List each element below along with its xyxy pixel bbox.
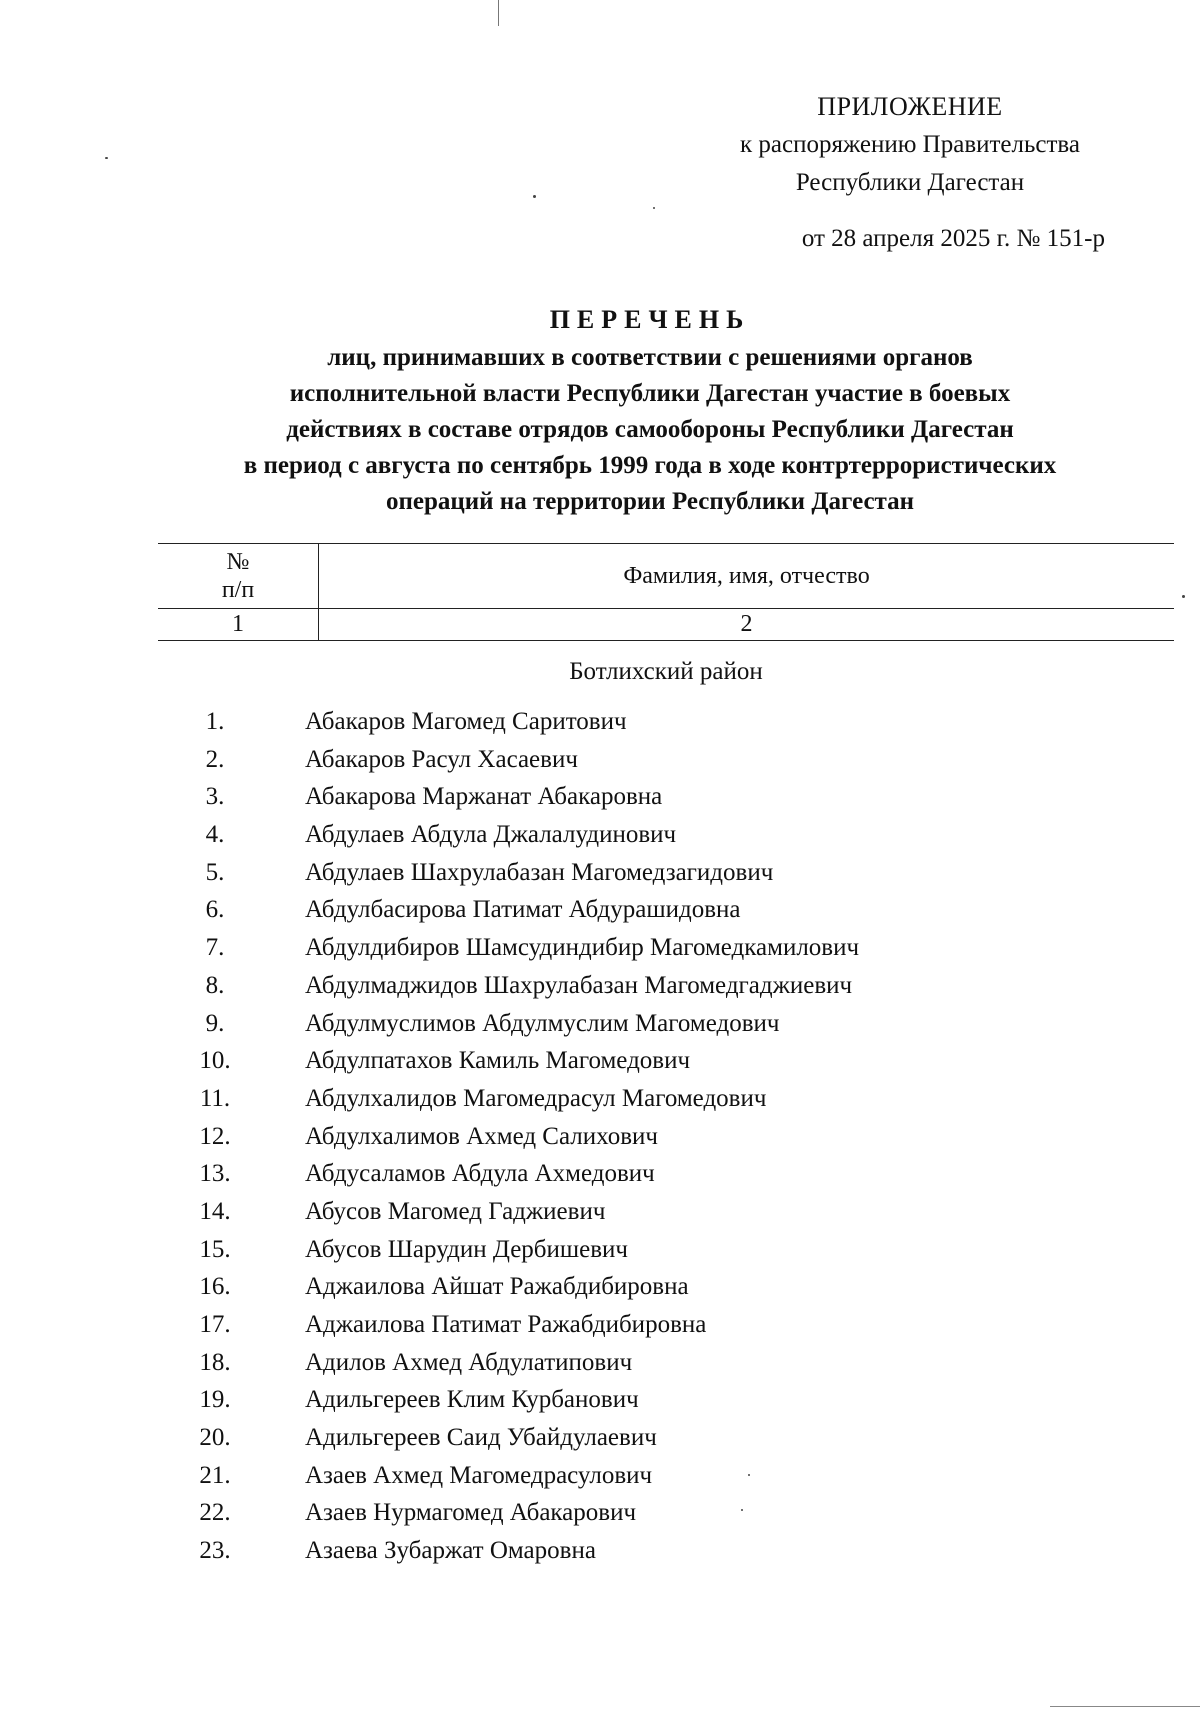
column-header-number-line-2: п/п — [221, 577, 255, 603]
appendix-title: ПРИЛОЖЕНИЕ — [817, 92, 1003, 121]
item-name: Абакаров Расул Хасаевич — [305, 745, 578, 773]
appendix-line-2: Республики Дагестан — [795, 169, 1025, 196]
list-item — [180, 1384, 1180, 1422]
item-number: 18. — [199, 1348, 231, 1376]
item-name: Абдусаламов Абдула Ахмедович — [305, 1160, 655, 1188]
list-item — [180, 1083, 1180, 1121]
item-name: Абдулпатахов Камиль Магомедович — [305, 1047, 691, 1075]
list-item — [180, 857, 1180, 895]
heading-line: лиц, принимавших в соответствии с решениями органов — [327, 344, 973, 371]
scan-edge-line — [1050, 1706, 1200, 1707]
item-name: Азаев Ахмед Магомедрасулович — [305, 1461, 653, 1489]
column-header-name: Фамилия, имя, отчество — [319, 544, 1175, 609]
item-number: 10. — [199, 1047, 231, 1075]
heading-line: операций на территории Республики Дагестан — [385, 488, 915, 515]
list-item — [180, 1045, 1180, 1083]
item-name: Аджаилова Айшат Ражабдибировна — [305, 1273, 689, 1301]
list-item — [180, 706, 1180, 744]
list-item — [180, 1271, 1180, 1309]
item-number: 1. — [205, 708, 225, 735]
item-number: 9. — [205, 1009, 225, 1037]
list-item — [180, 1309, 1180, 1347]
list-item — [180, 1460, 1180, 1498]
item-name: Абдулмуслимов Абдулмуслим Магомедович — [305, 1009, 780, 1037]
list-item — [180, 1497, 1180, 1535]
item-number: 12. — [199, 1122, 231, 1150]
item-name: Абдулхалимов Ахмед Салихович — [305, 1122, 658, 1150]
item-number: 17. — [199, 1311, 231, 1338]
district-heading: Ботлихский район — [569, 658, 763, 685]
item-number: 14. — [199, 1197, 231, 1225]
item-name: Аджаилова Патимат Ражабдибировна — [305, 1311, 707, 1338]
item-number: 11. — [199, 1084, 231, 1112]
item-number: 7. — [205, 934, 225, 962]
list-item — [180, 1196, 1180, 1234]
item-name: Адильгереев Саид Убайдулаевич — [305, 1424, 657, 1452]
scan-speck — [105, 157, 108, 159]
list-item — [180, 932, 1180, 970]
appendix-date: от 28 апреля 2025 г. № 151-р — [801, 225, 1105, 252]
item-number: 16. — [199, 1273, 231, 1301]
list-item — [180, 894, 1180, 932]
heading-line: исполнительной власти Республики Дагестан участие в боевых — [289, 380, 1011, 407]
item-number: 2. — [205, 745, 225, 773]
item-number: 5. — [205, 858, 225, 886]
item-number: 4. — [205, 821, 225, 849]
item-number: 21. — [199, 1461, 231, 1489]
column-header-number-line-1: № — [226, 549, 250, 575]
document-heading — [120, 300, 1180, 520]
item-number: 22. — [199, 1499, 231, 1527]
item-name: Абдулдибиров Шамсудиндибир Магомедкамилович — [305, 934, 860, 962]
list-item — [180, 1008, 1180, 1046]
item-name: Абдулхалидов Магомедрасул Магомедович — [305, 1084, 767, 1112]
list-item — [180, 1535, 1180, 1573]
item-number: 6. — [205, 896, 225, 924]
list-item — [180, 781, 1180, 819]
item-number: 15. — [199, 1235, 231, 1263]
appendix-line-1: к распоряжению Правительства — [739, 131, 1080, 158]
item-name: Абакаров Магомед Саритович — [305, 708, 627, 735]
list-item — [180, 970, 1180, 1008]
list-item — [180, 1422, 1180, 1460]
scan-artifact-line — [498, 0, 499, 26]
heading-title: ПЕРЕЧЕНЬ — [549, 305, 751, 334]
scan-speck — [653, 207, 655, 209]
item-name: Азаева Зубаржат Омаровна — [305, 1537, 596, 1565]
list-table-header — [158, 543, 1174, 641]
item-name: Абакарова Маржанат Абакаровна — [305, 783, 663, 811]
item-name: Абдулмаджидов Шахрулабазан Магомедгаджиевич — [305, 971, 853, 999]
list-item — [180, 819, 1180, 857]
item-name: Абдулбасирова Патимат Абдурашидовна — [305, 896, 741, 924]
list-item — [180, 744, 1180, 782]
item-number: 8. — [205, 971, 225, 999]
appendix-block — [700, 88, 1120, 258]
item-name: Азаев Нурмагомед Абакарович — [305, 1499, 637, 1527]
heading-line: действиях в составе отрядов самообороны Республики Дагестан — [286, 416, 1014, 443]
list-item — [180, 1347, 1180, 1385]
heading-line: в период с августа по сентябрь 1999 года в ходе контртеррористических — [243, 452, 1057, 479]
column-index-name: 2 — [319, 609, 1175, 641]
item-number: 20. — [199, 1424, 231, 1452]
item-number: 23. — [199, 1537, 231, 1565]
list-item — [180, 1234, 1180, 1272]
scan-speck — [533, 195, 536, 198]
column-header-number — [158, 544, 319, 609]
item-number: 3. — [205, 783, 225, 811]
scan-speck — [1182, 595, 1185, 598]
item-name: Абусов Магомед Гаджиевич — [305, 1197, 606, 1225]
column-index-number: 1 — [158, 609, 319, 641]
people-list — [180, 706, 1180, 1573]
item-name: Абдулаев Шахрулабазан Магомедзагидович — [305, 858, 774, 886]
item-number: 13. — [199, 1160, 231, 1188]
item-name: Адилов Ахмед Абдулатипович — [305, 1348, 633, 1376]
list-item — [180, 1158, 1180, 1196]
item-name: Абусов Шарудин Дербишевич — [305, 1235, 628, 1263]
list-item — [180, 1121, 1180, 1159]
item-name: Адильгереев Клим Курбанович — [305, 1386, 639, 1414]
item-name: Абдулаев Абдула Джалалудинович — [305, 821, 677, 849]
item-number: 19. — [199, 1386, 231, 1414]
